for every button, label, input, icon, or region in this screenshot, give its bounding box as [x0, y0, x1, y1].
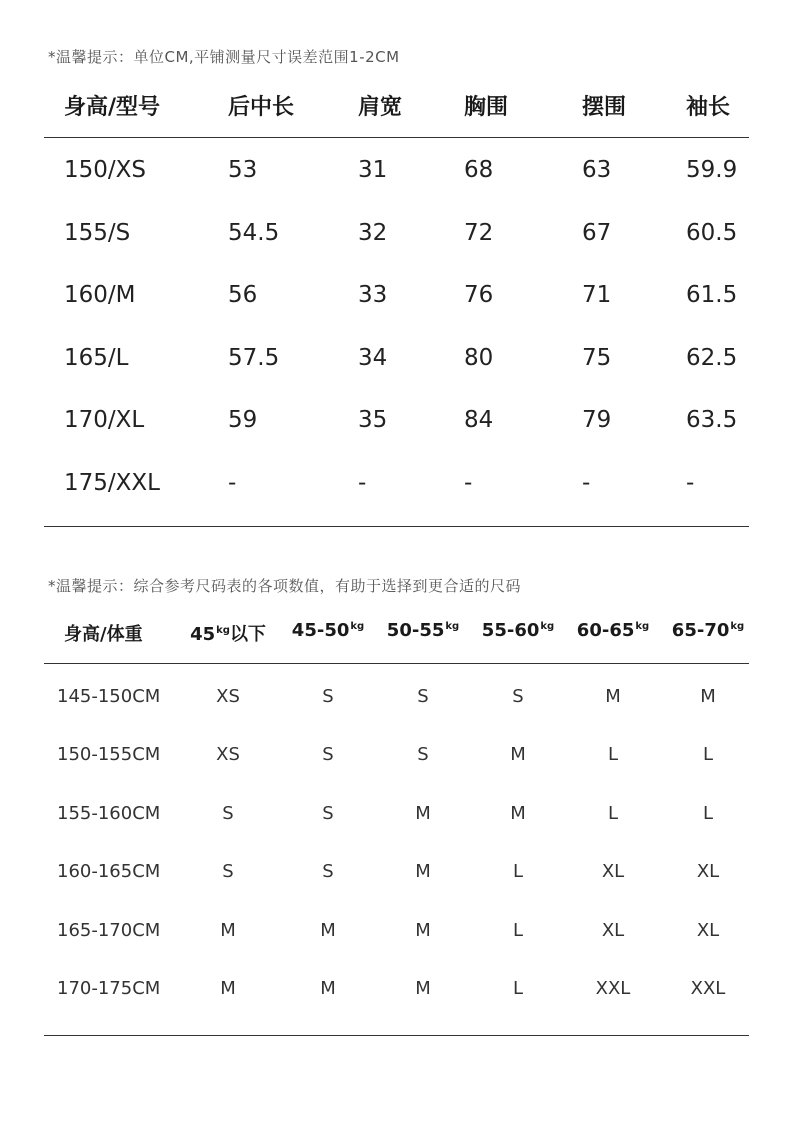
- header-label: 65-70: [671, 620, 730, 641]
- cell-height-range: 145-150CM: [57, 686, 161, 707]
- header-unit: kg: [730, 621, 745, 632]
- cell-size: XL: [696, 861, 720, 882]
- cell-chest: -: [464, 470, 473, 496]
- header-shoulder-width: 肩宽: [358, 95, 403, 120]
- cell-size: XL: [696, 920, 720, 941]
- cell-size: S: [322, 744, 334, 765]
- cell-size: XXL: [595, 978, 631, 999]
- cell-chest: 72: [464, 220, 494, 246]
- cell-shoulder-width: 34: [358, 345, 388, 371]
- cell-sleeve-length: 60.5: [686, 220, 738, 246]
- weight-table-bottom-divider: [44, 1035, 749, 1036]
- cell-hem: 71: [582, 282, 612, 308]
- cell-size: XS: [216, 744, 240, 765]
- cell-size: M: [415, 920, 431, 941]
- cell-height-range: 165-170CM: [57, 920, 161, 941]
- cell-size: M: [605, 686, 621, 707]
- header-sleeve-length: 袖长: [686, 95, 731, 120]
- cell-sleeve-length: 63.5: [686, 407, 738, 433]
- weight-table-header-divider: [44, 663, 749, 664]
- header-label: 身高/体重: [64, 624, 143, 645]
- cell-size: L: [512, 978, 524, 999]
- cell-height-model: 155/S: [64, 220, 131, 246]
- cell-size: M: [700, 686, 716, 707]
- cell-hem: -: [582, 470, 591, 496]
- cell-back-length: 59: [228, 407, 258, 433]
- cell-back-length: 56: [228, 282, 258, 308]
- weight-table-note: *温馨提示：综合参考尺码表的各项数值，有助于选择到更合适的尺码: [48, 577, 522, 595]
- cell-size: M: [415, 803, 431, 824]
- header-weight-range: [180, 620, 276, 646]
- header-unit: kg: [216, 625, 230, 636]
- cell-sleeve-length: 61.5: [686, 282, 738, 308]
- cell-size: L: [702, 744, 714, 765]
- header-height-model: 身高/型号: [64, 95, 161, 120]
- header-unit: kg: [635, 621, 650, 632]
- cell-size: M: [415, 861, 431, 882]
- cell-size: L: [607, 803, 619, 824]
- cell-size: S: [322, 861, 334, 882]
- cell-chest: 76: [464, 282, 494, 308]
- cell-size: XXL: [690, 978, 726, 999]
- cell-size: M: [510, 744, 526, 765]
- header-unit: kg: [350, 621, 365, 632]
- cell-sleeve-length: 62.5: [686, 345, 738, 371]
- cell-size: M: [320, 978, 336, 999]
- cell-size: S: [417, 744, 429, 765]
- header-label: 50-55: [386, 620, 445, 641]
- size-table-header-divider: [44, 137, 749, 138]
- size-table-bottom-divider: [44, 526, 749, 527]
- cell-size: L: [702, 803, 714, 824]
- cell-size: L: [512, 920, 524, 941]
- cell-height-model: 170/XL: [64, 407, 145, 433]
- header-hem: 摆围: [582, 95, 627, 120]
- header-suffix: 以下: [229, 624, 266, 645]
- header-chest: 胸围: [464, 95, 509, 120]
- header-label: 60-65: [576, 620, 635, 641]
- cell-sleeve-length: 59.9: [686, 157, 738, 183]
- header-label: 55-60: [481, 620, 540, 641]
- cell-size: L: [512, 861, 524, 882]
- header-unit: kg: [445, 621, 460, 632]
- header-weight-range: [375, 620, 471, 641]
- cell-hem: 79: [582, 407, 612, 433]
- cell-size: L: [607, 744, 619, 765]
- cell-size: S: [222, 803, 234, 824]
- cell-size: XS: [216, 686, 240, 707]
- header-weight-range: [565, 620, 661, 641]
- header-unit: kg: [540, 621, 555, 632]
- cell-chest: 80: [464, 345, 494, 371]
- header-weight-range: [470, 620, 566, 641]
- size-table-note: *温馨提示：单位CM,平铺测量尺寸误差范围1-2CM: [48, 48, 400, 66]
- cell-chest: 68: [464, 157, 494, 183]
- cell-height-model: 175/XXL: [64, 470, 160, 496]
- cell-shoulder-width: 33: [358, 282, 388, 308]
- cell-height-range: 170-175CM: [57, 978, 161, 999]
- cell-size: XL: [601, 920, 625, 941]
- cell-back-length: 54.5: [228, 220, 280, 246]
- cell-shoulder-width: 32: [358, 220, 388, 246]
- cell-size: S: [512, 686, 524, 707]
- header-weight-range: [280, 620, 376, 641]
- cell-height-range: 160-165CM: [57, 861, 161, 882]
- cell-hem: 75: [582, 345, 612, 371]
- cell-height-model: 150/XS: [64, 157, 147, 183]
- cell-height-range: 150-155CM: [57, 744, 161, 765]
- cell-back-length: 57.5: [228, 345, 280, 371]
- cell-size: S: [322, 803, 334, 824]
- cell-height-range: 155-160CM: [57, 803, 161, 824]
- cell-shoulder-width: 35: [358, 407, 388, 433]
- cell-size: M: [220, 978, 236, 999]
- header-weight-range: [660, 620, 756, 641]
- header-height-weight: [64, 620, 174, 646]
- cell-size: S: [322, 686, 334, 707]
- cell-size: M: [510, 803, 526, 824]
- cell-size: S: [417, 686, 429, 707]
- cell-chest: 84: [464, 407, 494, 433]
- cell-size: M: [220, 920, 236, 941]
- cell-hem: 63: [582, 157, 612, 183]
- cell-size: XL: [601, 861, 625, 882]
- cell-sleeve-length: -: [686, 470, 695, 496]
- cell-shoulder-width: -: [358, 470, 367, 496]
- cell-height-model: 165/L: [64, 345, 129, 371]
- cell-height-model: 160/M: [64, 282, 136, 308]
- header-label: 45: [190, 624, 216, 645]
- cell-hem: 67: [582, 220, 612, 246]
- cell-back-length: 53: [228, 157, 258, 183]
- header-label: 45-50: [291, 620, 350, 641]
- cell-shoulder-width: 31: [358, 157, 388, 183]
- cell-size: M: [415, 978, 431, 999]
- cell-back-length: -: [228, 470, 237, 496]
- cell-size: M: [320, 920, 336, 941]
- cell-size: S: [222, 861, 234, 882]
- header-back-length: 后中长: [228, 95, 295, 120]
